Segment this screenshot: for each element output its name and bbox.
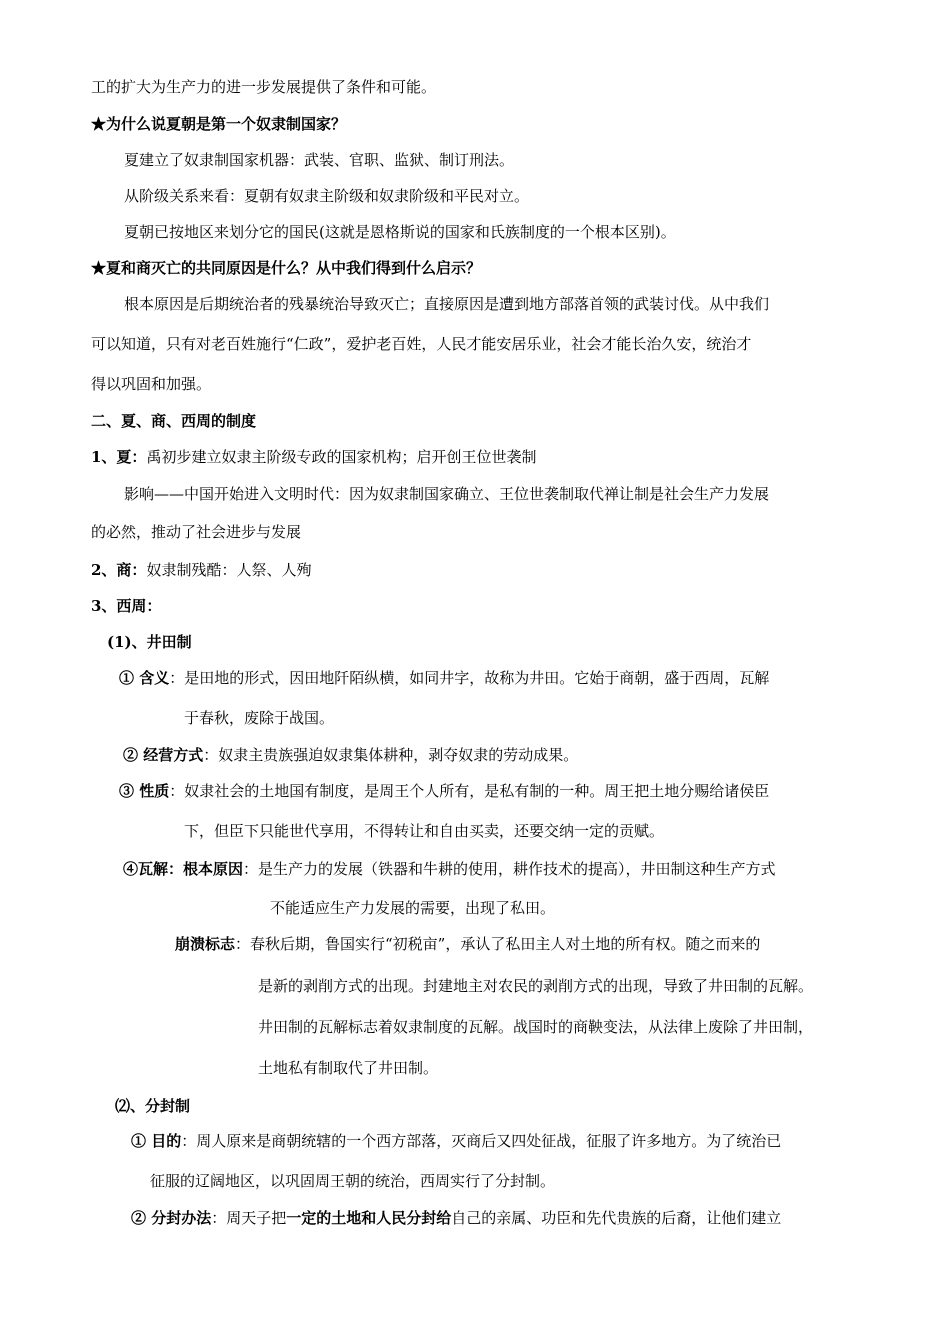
jingtian-meaning [119,668,769,688]
answer-line: 可以知道，只有对老百姓施行“仁政”，爱护老百姓，人民才能安居乐业，社会才能长治久安，统治才 [91,335,752,353]
jingtian-nature-text: ：奴隶社会的土地国有制度，是周王个人所有，是私有制的一种。周王把土地分赐给诸侯臣 [169,782,770,800]
jingtian-operation [123,745,578,765]
fenfeng-method-label: ② 分封办法 [131,1209,212,1227]
xia-effect-line: 影响——中国开始进入文明时代：因为奴隶制国家确立、王位世袭制取代禅让制是社会生产力发展 [124,485,770,503]
fenfeng-purpose-text: ：周人原来是商朝统辖的一个西方部落，灭商后又四处征战，征服了许多地方。为了统治已 [181,1132,782,1150]
answer-line: 得以巩固和加强。 [91,375,212,393]
fenfeng-purpose-label: ① 目的 [131,1132,182,1150]
paragraph-continuation: 工的扩大为生产力的进一步发展提供了条件和可能。 [91,78,437,96]
jingtian-nature-cont: 下，但臣下只能世代享用，不得转让和自由买卖，还要交纳一定的贡赋。 [184,822,665,840]
answer-line: 夏朝已按地区来划分它的国民(这就是恩格斯说的国家和氏族制度的一个根本区别)。 [124,223,676,241]
xia-effect-line: 的必然，推动了社会进步与发展 [91,523,302,541]
shang-line [91,560,311,580]
fenfeng-method-text-c: 自己的亲属、功臣和先代贵族的后裔，让他们建立 [451,1209,782,1227]
fenfeng-purpose [131,1131,781,1151]
jingtian-sign-cont: 井田制的瓦解标志着奴隶制度的瓦解。战国时的商鞅变法，从法律上废除了井田制， [258,1018,814,1036]
jingtian-operation-text: ：奴隶主贵族强迫奴隶集体耕种，剥夺奴隶的劳动成果。 [203,746,579,764]
fenfeng-purpose-cont: 征服的辽阔地区，以巩固周王朝的统治，西周实行了分封制。 [150,1172,556,1190]
section-heading: 二、夏、商、西周的制度 [91,412,257,430]
fenfeng-method-text-a: ：周天子把 [211,1209,287,1227]
jingtian-collapse [123,859,776,879]
answer-line: 从阶级关系来看：夏朝有奴隶主阶级和奴隶阶级和平民对立。 [124,187,530,205]
question-heading-2: ★夏和商灭亡的共同原因是什么？从中我们得到什么启示？ [91,259,482,277]
jingtian-meaning-label: ① 含义 [119,669,170,687]
jingtian-meaning-cont: 于春秋，废除于战国。 [184,709,335,727]
fenfeng-method [131,1208,781,1228]
xia-text: 禹初步建立奴隶主阶级专政的国家机构；启开创王位世袭制 [146,448,537,466]
jingtian-sign-text: ：春秋后期，鲁国实行“初税亩”，承认了私田主人对土地的所有权。随之而来的 [235,935,761,953]
jingtian-nature-label: ③ 性质 [119,782,170,800]
fenfeng-heading: ⑵、分封制 [115,1097,191,1115]
shang-text: 奴隶制残酷：人祭、人殉 [146,561,312,579]
answer-line: 根本原因是后期统治者的残暴统治导致灭亡；直接原因是遭到地方部落首领的武装讨伐。从中我们 [124,295,770,313]
jingtian-sign [175,934,760,954]
answer-line: 夏建立了奴隶制国家机器：武装、官职、监狱、制订刑法。 [124,151,515,169]
jingtian-nature [119,781,769,801]
jingtian-sign-cont: 是新的剥削方式的出现。封建地主对农民的剥削方式的出现，导致了井田制的瓦解。 [258,977,814,995]
jingtian-sign-cont: 土地私有制取代了井田制。 [258,1059,439,1077]
jingtian-collapse-text: ：是生产力的发展（铁器和牛耕的使用，耕作技术的提高），井田制这种生产方式 [243,860,776,878]
xia-label: 1、夏： [91,448,147,466]
fenfeng-method-text-b: 一定的土地和人民分封给 [286,1209,452,1227]
jingtian-collapse-label: ④瓦解：根本原因 [123,860,244,878]
xia-line [91,447,536,467]
jingtian-collapse-cont: 不能适应生产力发展的需要，出现了私田。 [270,899,556,917]
question-heading-1: ★为什么说夏朝是第一个奴隶制国家？ [91,115,347,133]
zhou-label: 3、西周： [91,597,162,615]
jingtian-operation-label: ② 经营方式 [123,746,204,764]
jingtian-meaning-text: ：是田地的形式，因田地阡陌纵横，如同井字，故称为井田。它始于商朝，盛于西周，瓦解 [169,669,770,687]
shang-label: 2、商： [91,561,147,579]
jingtian-sign-label: 崩溃标志 [175,935,236,953]
jingtian-heading: (1)、井田制 [107,633,192,651]
